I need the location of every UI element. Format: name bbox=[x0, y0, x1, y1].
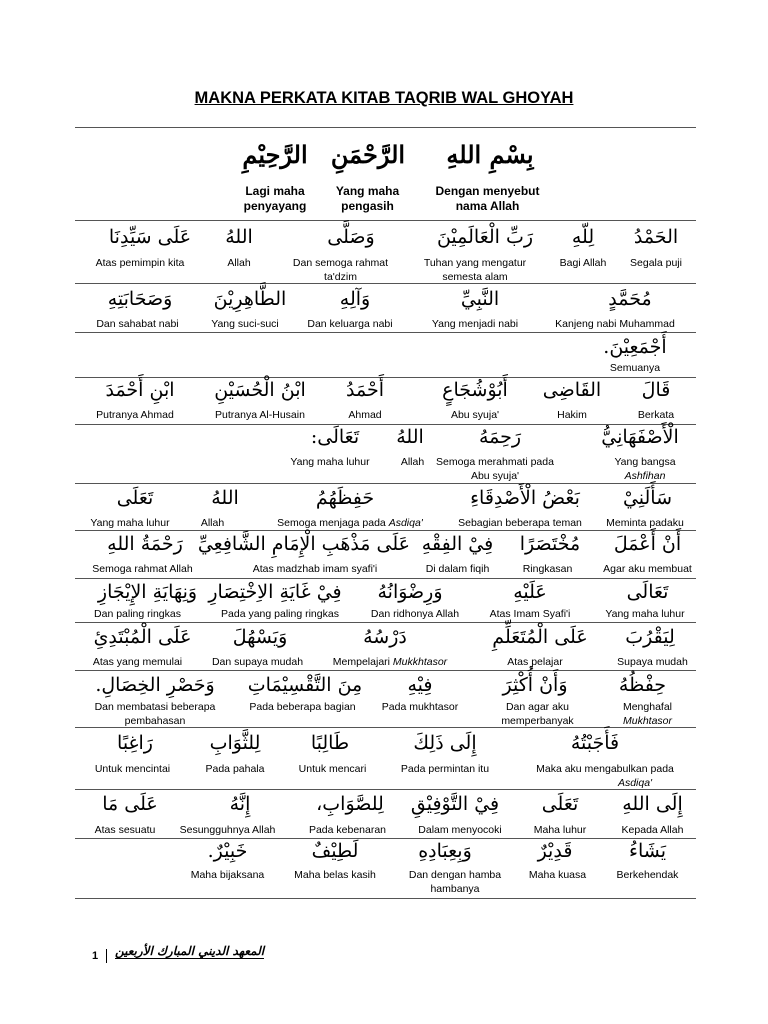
arabic-word: إِنَّهُ bbox=[229, 793, 251, 815]
meaning-text: Maha luhur bbox=[533, 824, 587, 836]
meaning-text: Atas madzhab imam syafi'i bbox=[252, 563, 378, 575]
meaning-text: Pada beberapa bagian bbox=[249, 701, 356, 713]
arabic-word: مُخْتَصَرًا bbox=[519, 533, 581, 555]
meaning-text: Meminta padaku bbox=[606, 517, 684, 529]
meaning-text: Yang maha pengasih bbox=[335, 184, 400, 213]
meaning-text: Supaya mudah bbox=[617, 656, 688, 668]
arabic-word: عَلَى الْمُتَعَلِّمِ bbox=[492, 626, 588, 648]
arabic-word: أَجْمَعِيْنَ. bbox=[603, 336, 667, 358]
meaning-text: Maha bijaksana bbox=[190, 869, 265, 881]
arabic-word: وَرِضْوَانُهُ bbox=[377, 581, 443, 603]
meaning-text: Berkehendak bbox=[616, 869, 679, 881]
arabic-word: وَآلِهِ bbox=[339, 288, 371, 310]
divider bbox=[75, 127, 696, 128]
meaning-text: Yang maha luhur bbox=[90, 517, 170, 529]
arabic-word: بَعْضُ الْأَصْدِقَاءِ bbox=[470, 487, 580, 509]
arabic-word: اللهُ bbox=[211, 487, 239, 509]
meaning-text: Agar aku membuat bbox=[603, 563, 692, 575]
meaning-text: Pada pahala bbox=[205, 763, 265, 775]
arabic-word: ابْنِ أَحْمَدَ bbox=[105, 379, 175, 401]
italic-note: Ashfihan bbox=[624, 470, 666, 482]
arabic-word: عَلَى الْمُبْتَدِئِ bbox=[93, 626, 192, 648]
arabic-word: رَاغِبًا bbox=[117, 732, 153, 754]
meaning-text: Atas pelajar bbox=[507, 656, 563, 668]
arabic-word: وَبِعِبَادِهِ bbox=[418, 840, 472, 862]
meaning-text: Atas yang memulai bbox=[92, 656, 183, 668]
italic-note: Asdiqa' bbox=[617, 777, 653, 789]
meaning-text: Atas pemimpin kita bbox=[95, 257, 185, 269]
arabic-word: وَصَحَابَتِهِ bbox=[107, 288, 173, 310]
arabic-word: تَعَالَى: bbox=[310, 426, 360, 448]
page-title: MAKNA PERKATA KITAB TAQRIB WAL GHOYAH bbox=[194, 89, 574, 107]
meaning-text: Berkata bbox=[637, 409, 675, 421]
meaning-text: Dalam menyocoki bbox=[418, 824, 502, 836]
arabic-word: الرَّحِيْمِ bbox=[242, 140, 308, 169]
arabic-word: وَصَلَّى bbox=[327, 226, 375, 248]
arabic-word: إِلَى اللهِ bbox=[622, 793, 683, 815]
arabic-word: فِيْ الفِقْهِ bbox=[421, 533, 494, 555]
arabic-word: ابْنُ الْحُسَيْنِ bbox=[214, 379, 306, 401]
arabic-word: وَأَنْ أُكْثِرَ bbox=[502, 674, 568, 696]
arabic-word: عَلَى مَا bbox=[102, 793, 158, 815]
meaning-text: Hakim bbox=[557, 409, 587, 421]
divider bbox=[75, 622, 696, 623]
meaning-text bbox=[300, 655, 480, 669]
meaning-text: Pada kebenaran bbox=[308, 824, 387, 836]
arabic-word: مِنَ التَّقْسِيْمَاتِ bbox=[247, 674, 363, 696]
arabic-word: فِيْهِ bbox=[407, 674, 433, 696]
meaning-text: Ahmad bbox=[348, 409, 382, 421]
arabic-word: وَيَسْهُلَ bbox=[232, 626, 288, 648]
arabic-word: قَدِيْرٌ bbox=[537, 840, 573, 862]
meaning-text: Dan paling ringkas bbox=[94, 608, 181, 620]
arabic-word: مُحَمَّدٍ bbox=[608, 288, 652, 310]
arabic-word: يَشَاءُ bbox=[629, 840, 666, 862]
arabic-word: تَعَلَى bbox=[541, 793, 579, 815]
meaning-text: Maka aku mengabulkan pada bbox=[536, 763, 674, 775]
arabic-word: تَعَالَى bbox=[626, 581, 669, 603]
meaning-main: Mempelajari bbox=[332, 656, 390, 668]
divider bbox=[75, 220, 696, 221]
arabic-word: القَاضِى bbox=[542, 379, 602, 401]
divider bbox=[75, 578, 696, 579]
meaning-text: Dan dengan hamba hambanya bbox=[408, 869, 502, 895]
arabic-word: بِسْمِ اللهِ bbox=[446, 140, 534, 169]
meaning-text: Kanjeng nabi Muhammad bbox=[555, 318, 675, 330]
meaning-text: Untuk mencari bbox=[298, 763, 367, 775]
divider bbox=[75, 424, 696, 425]
meaning-text: Dengan menyebut nama Allah bbox=[435, 184, 540, 213]
arabic-word: عَلَى مَذْهَبِ الْإِمَامِ الشَّافِعِيِّ bbox=[197, 533, 410, 555]
arabic-word: رَبِّ الْعَالَمِيْنَ bbox=[436, 226, 534, 248]
meaning-text: Yang suci-suci bbox=[211, 318, 279, 330]
institution-name: المعهد الديني المبارك الأربعين bbox=[115, 944, 265, 958]
arabic-word: حِفْظُهُ bbox=[618, 674, 667, 696]
meaning-text: Untuk mencintai bbox=[94, 763, 171, 775]
meaning-text: Atas sesuatu bbox=[94, 824, 156, 836]
arabic-word: الطَّاهِرِيْنَ bbox=[213, 288, 287, 310]
arabic-word: أَنْ أَعْمَلَ bbox=[613, 533, 682, 555]
meaning-text: Maha belas kasih bbox=[294, 869, 376, 881]
meaning-text: Abu syuja' bbox=[450, 409, 500, 421]
arabic-word: عَلَى سَيِّدِنَا bbox=[108, 226, 192, 248]
meaning-text: Menghafal bbox=[622, 701, 673, 713]
meaning-text: Yang bangsa bbox=[614, 456, 676, 468]
meaning-text: Bagi Allah bbox=[559, 257, 607, 269]
arabic-word: وَحَصْرِ الخِصَالِ. bbox=[95, 674, 215, 696]
meaning-text: Maha kuasa bbox=[528, 869, 587, 881]
page-number: 1 bbox=[92, 950, 99, 962]
arabic-word: طَالِبًا bbox=[310, 732, 350, 754]
arabic-word: وَنِهَايَةِ الإِيْجَازِ bbox=[97, 581, 198, 603]
italic-note: Mukkhtasor bbox=[392, 656, 448, 668]
arabic-word: خَبِيْرٌ. bbox=[207, 840, 248, 862]
divider bbox=[75, 483, 696, 484]
meaning-text: Dan ridhonya Allah bbox=[370, 608, 460, 620]
arabic-word: لَطِيْفٌ bbox=[311, 840, 359, 862]
meaning-text: Atas Imam Syafi'i bbox=[489, 608, 571, 620]
arabic-word: أَبُوْشُجَاعٍ bbox=[442, 379, 508, 401]
arabic-word: لِيَقْرُبَ bbox=[625, 626, 675, 648]
meaning-text bbox=[240, 516, 460, 530]
arabic-word: إِلَى ذَلِكَ bbox=[413, 732, 477, 754]
meaning-text: Allah bbox=[227, 257, 251, 269]
meaning-text: Ringkasan bbox=[522, 563, 573, 575]
meaning-text: Yang maha luhur bbox=[290, 456, 370, 468]
meaning-text: Di dalam fiqih bbox=[425, 563, 490, 575]
meaning-text: Dan semoga rahmat ta'dzim bbox=[292, 257, 389, 283]
arabic-word: اللهُ bbox=[225, 226, 253, 248]
meaning-text: Segala puji bbox=[630, 257, 682, 269]
divider bbox=[75, 898, 696, 899]
arabic-word: الْأَصْفَهَانِيُّ bbox=[601, 426, 679, 448]
meaning-text: Dan keluarga nabi bbox=[307, 318, 393, 330]
arabic-word: الرَّحْمَنِ bbox=[330, 140, 406, 169]
italic-note: Mukhtasor bbox=[622, 715, 673, 727]
arabic-word: سَأَلَنِيْ bbox=[622, 487, 673, 509]
arabic-word: اللهُ bbox=[396, 426, 424, 448]
meaning-text: Semoga merahmati pada Abu syuja' bbox=[436, 456, 554, 482]
meaning-text: Dan supaya mudah bbox=[211, 656, 304, 668]
arabic-word: فَأَجَبْتُهُ bbox=[570, 732, 620, 754]
meaning-text: Semuanya bbox=[609, 362, 661, 374]
divider bbox=[75, 332, 696, 333]
arabic-word: تَعَلَى bbox=[116, 487, 154, 509]
arabic-word: رَحِمَهُ bbox=[478, 426, 522, 448]
divider bbox=[75, 530, 696, 531]
arabic-word: حَفِظَهُمُ bbox=[315, 487, 375, 509]
meaning-text: Pada yang paling ringkas bbox=[221, 608, 339, 620]
meaning-text: Putranya Ahmad bbox=[96, 409, 174, 421]
arabic-word: لِلثَّوَابِ bbox=[209, 732, 261, 754]
arabic-word: قَالَ bbox=[641, 379, 671, 401]
arabic-word: الحَمْدُ bbox=[633, 226, 679, 248]
divider bbox=[75, 377, 696, 378]
divider bbox=[75, 838, 696, 839]
meaning-text: Pada mukhtasor bbox=[381, 701, 459, 713]
arabic-word: النَّبِيِّ bbox=[460, 288, 500, 310]
meaning-text: Sebagian beberapa teman bbox=[458, 517, 582, 529]
arabic-word: عَلَيْهِ bbox=[513, 581, 547, 603]
arabic-word: دَرْسُهُ bbox=[363, 626, 407, 648]
arabic-word: فِيْ غَايَةِ الاِخْتِصَارِ bbox=[208, 581, 342, 603]
meaning-text: Allah bbox=[400, 456, 425, 468]
meaning-text: Semoga rahmat Allah bbox=[92, 563, 193, 575]
meaning-text: Dan agar aku memperbanyak bbox=[501, 701, 574, 727]
meaning-text: Sesungguhnya Allah bbox=[179, 824, 276, 836]
arabic-word: لِلّهِ bbox=[571, 226, 595, 248]
meaning-main: Semoga menjaga pada bbox=[277, 517, 386, 529]
meaning-text: Yang maha luhur bbox=[605, 608, 685, 620]
arabic-word: أَحْمَدُ bbox=[346, 379, 384, 401]
arabic-word: رَحْمَةُ اللهِ bbox=[107, 533, 183, 555]
meaning-text: Tuhan yang mengatur semesta alam bbox=[423, 257, 527, 283]
italic-note: Asdiqa' bbox=[388, 517, 423, 529]
footer-separator bbox=[106, 949, 107, 963]
meaning-text: Lagi maha penyayang bbox=[243, 184, 307, 213]
meaning-text: Kepada Allah bbox=[621, 824, 684, 836]
divider bbox=[75, 670, 696, 671]
meaning-text: Pada permintan itu bbox=[400, 763, 490, 775]
meaning-text: Dan sahabat nabi bbox=[96, 318, 179, 330]
arabic-word: لِلصَّوَابِ، bbox=[316, 793, 384, 815]
arabic-word: فِيْ التَّوْفِيْقِ bbox=[410, 793, 500, 815]
meaning-text: Yang menjadi nabi bbox=[431, 318, 519, 330]
meaning-text: Allah bbox=[200, 517, 225, 529]
meaning-text: Putranya Al-Husain bbox=[215, 409, 305, 421]
meaning-text: Dan membatasi beberapa pembahasan bbox=[94, 701, 216, 727]
